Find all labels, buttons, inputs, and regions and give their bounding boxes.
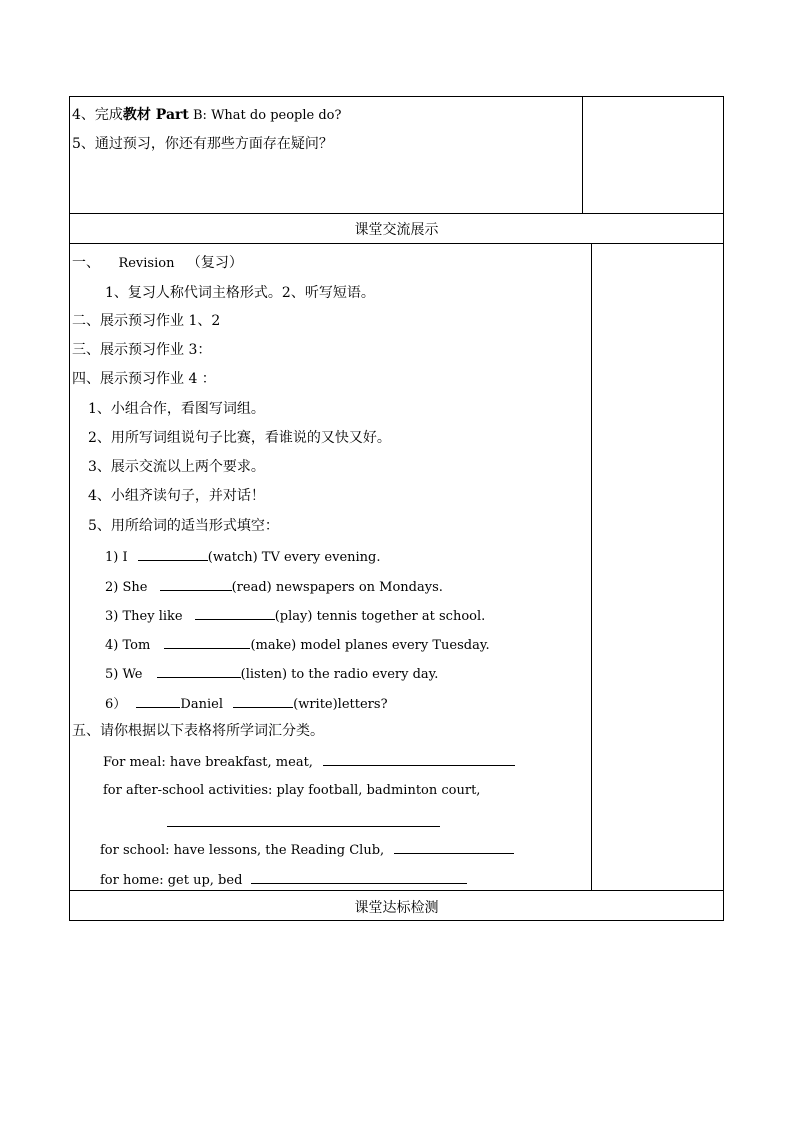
display-subitem-3: 3、展示交流以上两个要求。 (88, 459, 265, 475)
display-item-4: 四、展示预习作业 4 ： (72, 371, 216, 387)
display-item-3: 三、展示预习作业 3： (72, 342, 212, 358)
fill-sentence-4: 4) Tom (make) model planes every Tuesday. (105, 635, 490, 655)
answer-blank[interactable] (136, 694, 180, 708)
answer-blank[interactable] (195, 606, 275, 620)
fill-sentence-1: 1) I (watch) TV every evening. (105, 547, 381, 567)
answer-blank[interactable] (233, 694, 293, 708)
display-subitem-2: 2、用所写词组说句子比赛，看谁说的又快又好。 (88, 430, 391, 446)
fill-sentence-2: 2) She (read) newspapers on Mondays. (105, 577, 443, 597)
answer-line-after-school[interactable] (167, 826, 440, 827)
fill-sentence-3: 3) They like (play) tennis together at school. (105, 606, 485, 626)
answer-blank[interactable] (251, 870, 467, 884)
section-title-display: 课堂交流展示 (354, 222, 439, 238)
divider-body-right-column (591, 243, 592, 891)
category-meal: For meal: have breakfast, meat, (103, 752, 515, 772)
preview-item-4: 4、完成教材 Part B: What do people do? (72, 107, 342, 123)
fill-sentence-6: 6） Daniel (write)letters? (105, 694, 388, 714)
answer-blank[interactable] (164, 635, 250, 649)
answer-blank[interactable] (323, 752, 515, 766)
answer-blank[interactable] (160, 577, 232, 591)
answer-blank[interactable] (394, 840, 514, 854)
fill-sentence-5: 5) We (listen) to the radio every day. (105, 664, 438, 684)
preview-item-5: 5、通过预习，你还有那些方面存在疑问？ (72, 136, 333, 152)
answer-blank[interactable] (157, 664, 241, 678)
display-subitem-1: 1、小组合作，看图写词组。 (88, 401, 265, 417)
revision-subitems: 1、复习人称代词主格形式。2、听写短语。 (105, 285, 375, 301)
answer-blank[interactable] (138, 547, 208, 561)
section-title-test: 课堂达标检测 (354, 900, 439, 916)
divider-top-right-column (582, 96, 583, 214)
category-home: for home: get up, bed (100, 870, 467, 890)
display-subitem-5: 5、用所给词的适当形式填空： (88, 518, 279, 534)
display-subitem-4: 4、小组齐读句子，并对话！ (88, 488, 265, 504)
revision-title: 一、 Revision （复习） (72, 255, 243, 271)
category-school: for school: have lessons, the Reading Club, (100, 840, 514, 860)
display-item-2: 二、展示预习作业 1、2 (72, 313, 221, 329)
category-after-school: for after-school activities: play football, badminton court, (103, 783, 481, 798)
display-item-5: 五、请你根据以下表格将所学词汇分类。 (72, 723, 324, 739)
